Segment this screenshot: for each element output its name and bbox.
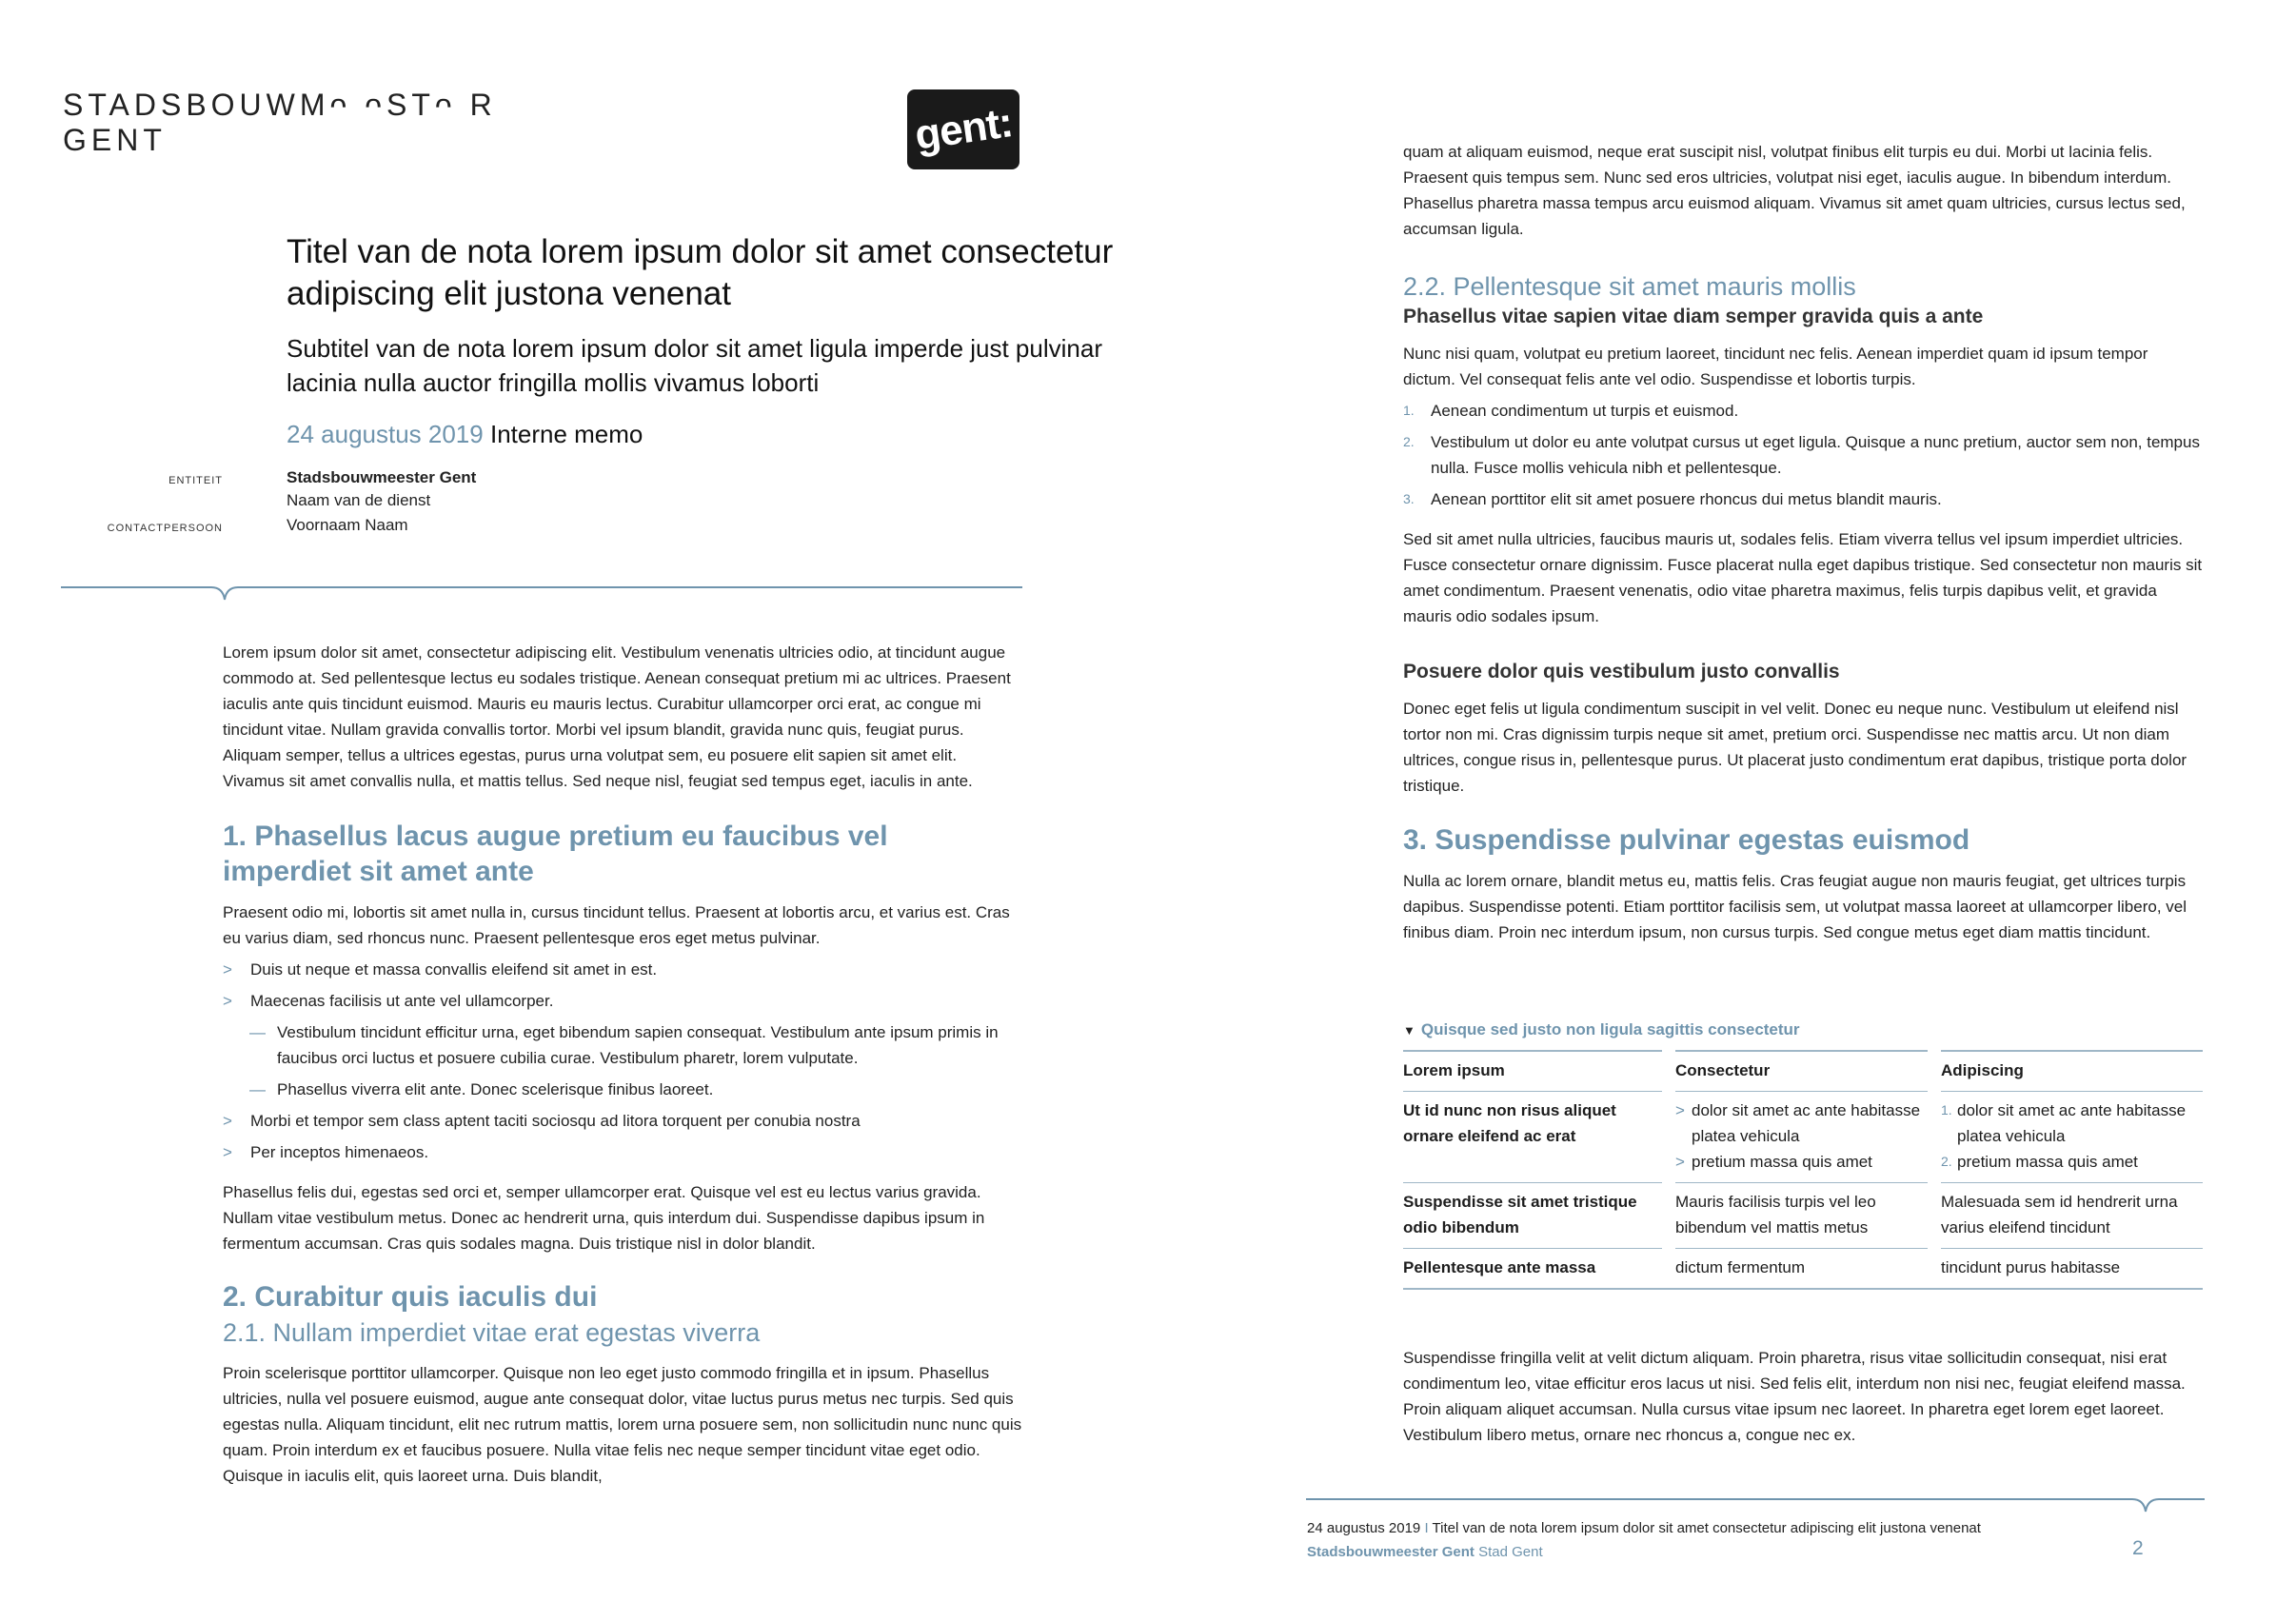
column-header: Adipiscing — [1941, 1051, 2203, 1092]
cell-list-text: pretium massa quis amet — [1692, 1153, 1872, 1171]
contactpersoon-name: Voornaam Naam — [287, 516, 408, 534]
table-row — [1403, 1183, 2203, 1249]
paragraph-7: Nulla ac lorem ornare, blandit metus eu, mattis felis. Cras feugiat augue non mauris feugiat, get ultrices turpis dapibus. Suspendisse potenti. Etiam porttitor facilisis sem, ut volutpat massa laoreet at ullamcorper libero, vel finibus diam. Proin nec interdum ipsum, non cursus turpis. Sed congue metus eget diam mattis tincidunt. — [1403, 872, 2187, 941]
table-cell: tincidunt purus habitasse — [1941, 1249, 2203, 1290]
table-row — [1403, 1092, 2203, 1183]
number-marker: 2. — [1403, 434, 1415, 449]
footer-city: Stad Gent — [1478, 1544, 1543, 1560]
heading-1: 1. Phasellus lacus augue pretium eu faucibus vel imperdiet sit amet ante — [223, 821, 888, 887]
logo-line-2: GENT — [63, 123, 167, 157]
list-item-text: Aenean condimentum ut turpis et euismod. — [1431, 402, 1739, 420]
bullet-marker: > — [1675, 1101, 1685, 1119]
table-row — [1403, 1249, 2203, 1290]
subheading-2-2: 2.2. Pellentesque sit amet mauris mollis — [1403, 272, 1856, 301]
column-gap — [1928, 1092, 1941, 1183]
number-marker: 1. — [1941, 1102, 1952, 1117]
list-item-text: Aenean porttitor elit sit amet posuere rhoncus dui metus blandit mauris. — [1431, 490, 1942, 508]
bullet-marker: > — [223, 1112, 232, 1130]
paragraph-6: Donec eget felis ut ligula condimentum suscipit in vel velit. Donec eu neque nunc. Vestibulum ut eleifend nisl tortor non mi. Cras dignissim turpis neque sit amet, pretium orci. Suspendisse nec mattis arcu. Ut non diam ultrices, congue risus in, pellentesque purus. Ut placerat justo condimentum erat dapibus, tristique porta dolor tristique. — [1403, 700, 2187, 795]
footer-separator: I — [1420, 1520, 1433, 1536]
cell-list-item — [1941, 1098, 2203, 1149]
subheading-2-1: 2.1. Nullam imperdiet vitae erat egestas viverra — [223, 1318, 761, 1347]
table-cell: Mauris facilisis turpis vel leo bibendum vel mattis metus — [1675, 1183, 1928, 1249]
cell-list-item — [1675, 1098, 1928, 1149]
list-item-text: Morbi et tempor sem class aptent taciti sociosqu ad litora torquent per conubia nostra — [250, 1112, 861, 1130]
dash-marker: — — [249, 1080, 266, 1098]
page1-body — [223, 640, 1022, 1489]
list-item-text: Maecenas facilisis ut ante vel ullamcorper. — [250, 992, 554, 1010]
gent-logo-text: gent: — [911, 99, 1016, 159]
list-item-text: Per inceptos himenaeos. — [250, 1143, 429, 1161]
paragraph-5: Sed sit amet nulla ultricies, faucibus mauris ut, sodales felis. Etiam viverra tellus vel ipsum imperdiet ultricies. Fusce consectetur ornare dignissim. Fusce placerat nulla eget dapibus tristique. Sed consectetur non mauris sit amet condimentum. Praesent venenatis, odio vitae pharetra maximus, felis turpis dapibus velit, et gravida mauris odio sodales ipsum. — [1403, 530, 2203, 625]
list-item — [1403, 398, 2203, 424]
caret-down-icon[interactable]: ▼ — [1403, 1023, 1415, 1038]
page2-body — [1403, 139, 2203, 945]
paragraph-1: Praesent odio mi, lobortis sit amet nulla in, cursus tincidunt tellus. Praesent at lobortis arcu, et varius est. Cras eu varius diam, sed rhoncus nunc. Praesent pellentesque eros eget metus pulvinar. — [223, 903, 1010, 947]
gent-logo — [907, 89, 1019, 169]
table-header-row — [1403, 1051, 2203, 1092]
document-date: 24 augustus 2019 — [287, 420, 484, 448]
number-marker: 3. — [1403, 491, 1415, 506]
document-title: Titel van de nota lorem ipsum dolor sit amet consectetur adipiscing elit justona venenat — [287, 233, 1114, 312]
entiteit-name: Stadsbouwmeester Gent — [287, 468, 477, 486]
column-header: Lorem ipsum — [1403, 1051, 1662, 1092]
list-item — [223, 1077, 1022, 1102]
cell-list-text: dolor sit amet ac ante habitasse platea vehicula — [1957, 1101, 2187, 1145]
closing-paragraph-block — [1403, 1345, 2203, 1448]
footer-title: Titel van de nota lorem ipsum dolor sit amet consectetur adipiscing elit justona venenat — [1432, 1520, 1981, 1536]
table-cell: Ut id nunc non risus aliquet ornare eleifend ac erat — [1403, 1092, 1662, 1183]
paragraph-8: Suspendisse fringilla velit at velit dictum aliquam. Proin pharetra, risus vitae sollicitudin consequat, nisi erat condimentum leo, vitae efficitur eros lacus ut nisi. Sed felis elit, interdum non nisi nec, feugiat eleifend massa. Proin aliquam aliquet accumsan. Nulla cursus vitae ipsum nec laoreet. In pharetra eget lorem eget laoreet. Vestibulum libero metus, ornare nec rhoncus a, congue nec ex. — [1403, 1349, 2186, 1444]
document-subtitle: Subtitel van de nota lorem ipsum dolor sit amet ligula imperde just pulvinar lacinia nulla auctor fringilla mollis vivamus loborti — [287, 334, 1102, 397]
paragraph-3: Proin scelerisque porttitor ullamcorper. Quisque non leo eget justo commodo fringilla et in ipsum. Phasellus ultricies, nulla vel posuere euismod, augue ante consequat dolor, vitae luctus purus metus nec turpis. Sed quis egestas nulla. Aliquam tincidunt, elit nec rutrum mattis, lorem urna posuere sem, non sollicitudin nunc nunc quis quam. Proin interdum ex et faucibus posuere. Nulla vitae felis nec neque semper tincidunt vitae eget odio. Quisque in iaculis elit, quis laoreet urna. Duis blandit, — [223, 1364, 1022, 1485]
list-item — [223, 957, 1022, 982]
date-line — [287, 417, 643, 451]
table-cell: dictum fermentum — [1675, 1249, 1928, 1290]
bullet-list — [223, 957, 1022, 1014]
footer-divider — [1306, 1490, 2205, 1524]
table-cell — [1941, 1092, 2203, 1183]
table-cell: Suspendisse sit amet tristique odio bibendum — [1403, 1183, 1662, 1249]
column-gap — [1662, 1183, 1675, 1249]
table-cell: Malesuada sem id hendrerit urna varius eleifend tincidunt — [1941, 1183, 2203, 1249]
table-cell: Pellentesque ante massa — [1403, 1249, 1662, 1290]
footer-line-2 — [1307, 1544, 1543, 1560]
column-gap — [1928, 1051, 1941, 1092]
dash-list — [223, 1019, 1022, 1102]
list-item — [1403, 486, 2203, 512]
cell-list-item — [1941, 1149, 2203, 1175]
list-item — [223, 1108, 1022, 1134]
page-number: 2 — [2132, 1537, 2144, 1559]
heading-3-a: Phasellus vitae sapien vitae diam semper gravida quis a ante — [1403, 306, 1984, 327]
document-type: Interne memo — [489, 420, 643, 448]
footer-line-1 — [1307, 1520, 1981, 1536]
cell-list-text: dolor sit amet ac ante habitasse platea vehicula — [1692, 1101, 1921, 1145]
footer-org: Stadsbouwmeester Gent — [1307, 1544, 1475, 1560]
column-gap — [1928, 1183, 1941, 1249]
column-gap — [1662, 1249, 1675, 1290]
continued-paragraph: quam at aliquam euismod, neque erat suscipit nisl, volutpat finibus elit turpis eu dui. Morbi ut lacinia felis. Praesent quis tempus sem. Nunc sed eros ultricies, volutpat nisi eget, iaculis augue. In bibendum interdum. Phasellus pharetra massa tempus arcu euismod aliquam. Vivamus sit amet quam ultricies, cursus lectus sed, accumsan ligula. — [1403, 143, 2186, 238]
cell-list-text: pretium massa quis amet — [1957, 1153, 2138, 1171]
contactpersoon-label: CONTACTPERSOON — [107, 523, 223, 534]
table-caption-text: Quisque sed justo non ligula sagittis consectetur — [1420, 1020, 1800, 1038]
header-divider — [61, 577, 1022, 611]
list-item — [1403, 429, 2203, 481]
dash-marker: — — [249, 1023, 266, 1041]
number-marker: 1. — [1403, 403, 1415, 418]
list-item-text: Vestibulum ut dolor eu ante volutpat cursus ut eget ligula. Quisque a nunc pretium, auctor sem non, tempus nulla. Fusce mollis vehicula nibh et pellentesque. — [1431, 433, 2200, 477]
data-table — [1403, 1050, 2203, 1290]
heading-3-b: Posuere dolor quis vestibulum justo convallis — [1403, 661, 1840, 682]
list-item-text: Vestibulum tincidunt efficitur urna, eget bibendum sapien consequat. Vestibulum ante ipsum primis in faucibus orci luctus et posuere cubilia curae. Vestibulum pharetr, lorem vulputate. — [277, 1023, 999, 1067]
footer-date: 24 augustus 2019 — [1307, 1520, 1421, 1536]
bullet-list — [223, 1108, 1022, 1165]
bullet-marker: > — [1675, 1153, 1685, 1171]
logo-line-1: STADSBOUWMᴖ ᴖSTᴖ R — [63, 88, 497, 122]
numbered-list — [1403, 398, 2203, 512]
cell-list-item — [1675, 1149, 1928, 1175]
table-caption[interactable] — [1403, 1020, 1800, 1039]
bullet-marker: > — [223, 1143, 232, 1161]
list-item-text: Phasellus viverra elit ante. Donec scelerisque finibus laoreet. — [277, 1080, 714, 1098]
number-marker: 2. — [1941, 1154, 1952, 1169]
bullet-marker: > — [223, 992, 232, 1010]
list-item — [223, 988, 1022, 1014]
column-header: Consectetur — [1675, 1051, 1928, 1092]
list-item-text: Duis ut neque et massa convallis eleifend sit amet in est. — [250, 960, 658, 979]
list-item — [223, 1019, 1022, 1071]
stadsbouwmeester-logo — [63, 88, 497, 158]
entiteit-dienst: Naam van de dienst — [287, 491, 431, 509]
column-gap — [1928, 1249, 1941, 1290]
list-item — [223, 1139, 1022, 1165]
entiteit-label: ENTITEIT — [168, 475, 223, 486]
heading-3: 3. Suspendisse pulvinar egestas euismod — [1403, 824, 1970, 856]
heading-2: 2. Curabitur quis iaculis dui — [223, 1281, 598, 1313]
intro-paragraph: Lorem ipsum dolor sit amet, consectetur adipiscing elit. Vestibulum venenatis ultricies odio, at tincidunt augue commodo at. Sed pellentesque lectus eu sodales tristique. Aenean consequat pretium mi ac ultrices. Praesent iaculis ante quis tincidunt euismod. Mauris eu mauris lectus. Curabitur ullamcorper orci erat, ac congue mi tincidunt vitae. Nullam gravida convallis tortor. Morbi vel ipsum blandit, gravida nunc quis, feugiat purus. Aliquam semper, tellus a ultrices egestas, purus urna volutpat sem, eu posuere elit sapien sit amet elit. Vivamus sit amet convallis nulla, et mattis tellus. Sed neque nisl, feugiat sed tempus eget, iaculis in ante. — [223, 643, 1011, 790]
table-cell — [1675, 1092, 1928, 1183]
column-gap — [1662, 1051, 1675, 1092]
column-gap — [1662, 1092, 1675, 1183]
paragraph-2: Phasellus felis dui, egestas sed orci et, semper ullamcorper erat. Quisque vel est eu lectus varius gravida. Nullam vitae vestibulum metus. Donec ac hendrerit urna, quis interdum dui. Suspendisse dapibus ipsum in fermentum accumsan. Cras quis sodales magna. Duis tristique nisl in dolor blandit. — [223, 1183, 985, 1253]
paragraph-4: Nunc nisi quam, volutpat eu pretium laoreet, tincidunt nec felis. Aenean imperdiet quam id ipsum tempor dictum. Vel consequat felis ante vel odio. Suspendisse et lobortis turpis. — [1403, 345, 2148, 388]
bullet-marker: > — [223, 960, 232, 979]
